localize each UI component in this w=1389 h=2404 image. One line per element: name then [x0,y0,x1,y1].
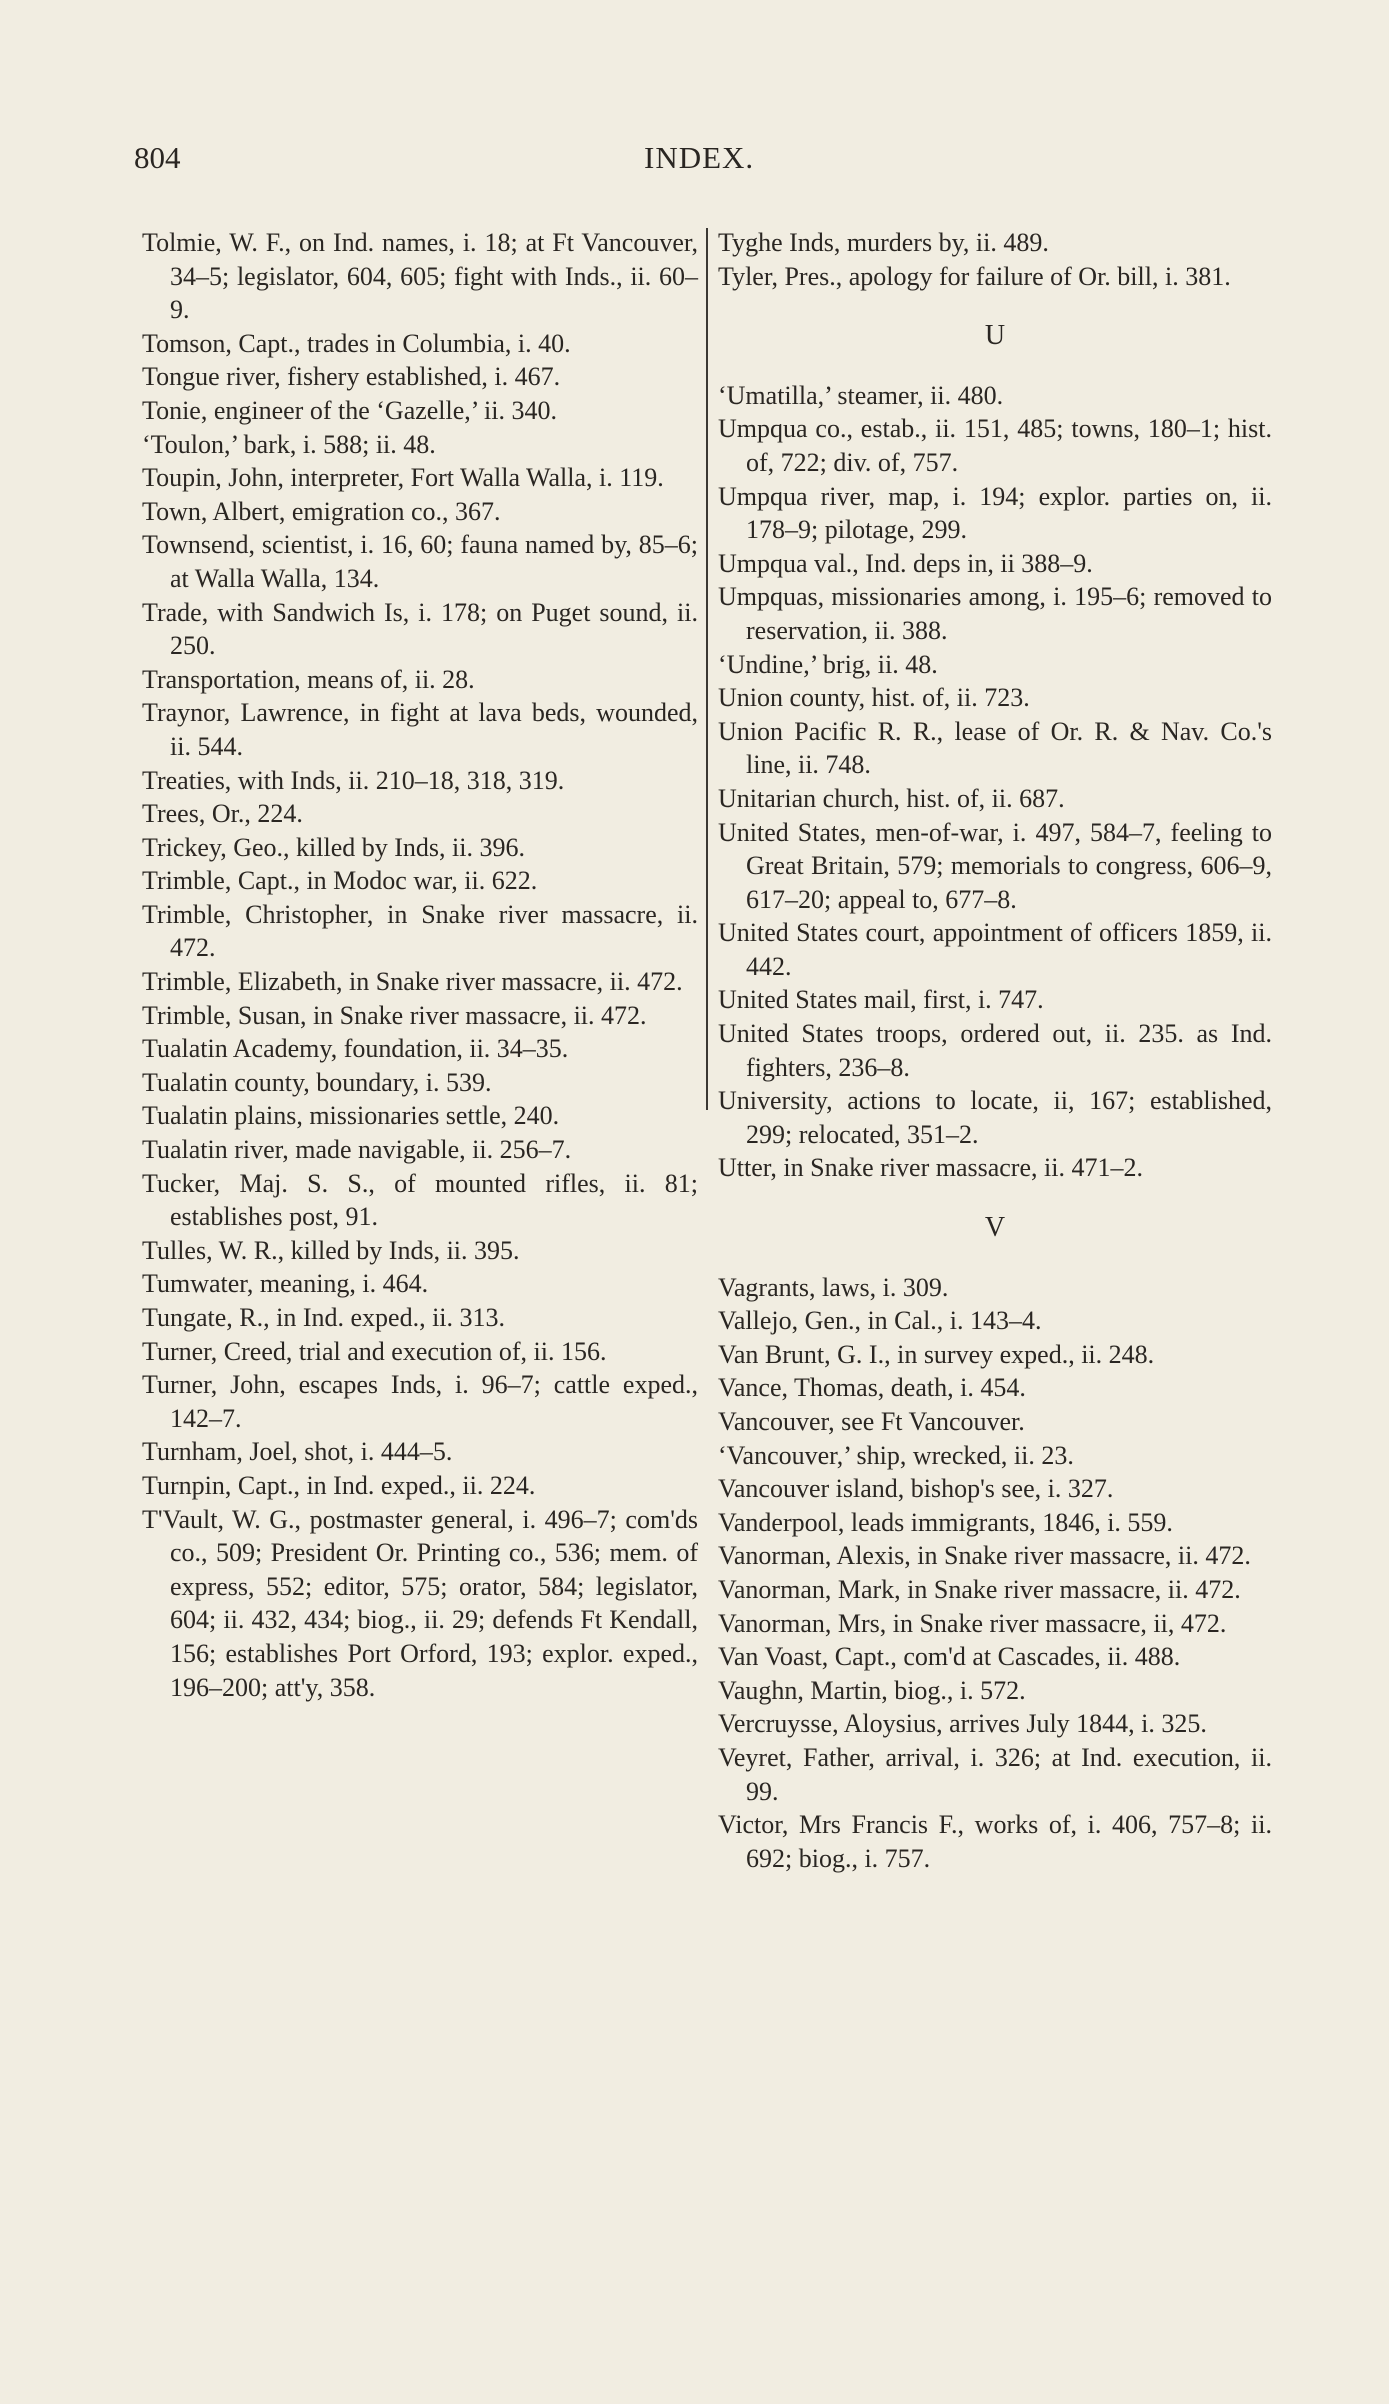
index-entry: Umpqua val., Ind. deps in, ii 388–9. [718,548,1093,578]
index-entry: University, actions to locate, ii, 167; established, 299; relocated, 351–2. [718,1086,1272,1149]
index-entry: Tualatin river, made navigable, ii. 256–7. [142,1135,572,1165]
index-entry: United States mail, first, i. 747. [718,985,1044,1015]
index-entry: Tungate, R., in Ind. exped., ii. 313. [142,1303,506,1332]
index-entry: Turner, Creed, trial and execution of, ii. 156. [142,1336,607,1366]
index-entry: ‘Umatilla,’ steamer, ii. 480. [718,380,1004,410]
index-entry: ‘Vancouver,’ ship, wrecked, ii. 23. [718,1440,1074,1470]
index-entry: Trickey, Geo., killed by Inds, ii. 396. [142,832,525,862]
index-entry: Utter, in Snake river massacre, ii. 471–2. [718,1153,1143,1183]
index-entry: Treaties, with Inds, ii. 210–18, 318, 319. [142,765,565,795]
index-entry: Tualatin county, boundary, i. 539. [142,1067,492,1097]
index-entry: ‘Undine,’ brig, ii. 48. [718,649,938,679]
index-entry: Vancouver island, bishop's see, i. 327. [718,1474,1114,1504]
index-entry: Victor, Mrs Francis F., works of, i. 406, 757–8; ii. 692; biog., i. 757. [718,1810,1272,1873]
index-entry: Trade, with Sandwich Is, i. 178; on Puget sound, ii. 250. [142,597,698,661]
index-entry: Vercruysse, Aloysius, arrives July 1844, i. 325. [718,1709,1207,1739]
index-entry: Vanderpool, leads immigrants, 1846, i. 559. [718,1507,1173,1537]
index-entry: Trimble, Susan, in Snake river massacre, ii. 472. [142,1000,647,1030]
index-entry: Van Brunt, G. I., in survey exped., ii. 248. [718,1339,1155,1369]
index-entry: Tongue river, fishery established, i. 467. [142,362,561,392]
index-entry: Transportation, means of, ii. 28. [142,664,475,694]
index-entry: Tonie, engineer of the ‘Gazelle,’ ii. 340. [142,395,557,425]
index-entry: Toupin, John, interpreter, Fort Walla Walla, i. 119. [142,463,664,493]
index-entry: Tualatin Academy, foundation, ii. 34–35. [142,1034,569,1064]
index-entry: Trees, Or., 224. [142,799,303,829]
index-entry: Van Voast, Capt., com'd at Cascades, ii. 488. [718,1642,1181,1672]
index-entry: Tumwater, meaning, i. 464. [142,1269,429,1299]
index-entry: Tomson, Capt., trades in Columbia, i. 40. [142,328,571,358]
index-entry: Vallejo, Gen., in Cal., i. 143–4. [718,1306,1042,1336]
section-letter-u: U [984,320,1006,352]
index-entry: Town, Albert, emigration co., 367. [142,496,501,526]
index-entry: Vancouver, see Ft Vancouver. [718,1407,1025,1436]
index-entry: Vanorman, Mrs, in Snake river massacre, ii, 472. [718,1608,1227,1638]
index-entry: Townsend, scientist, i. 16, 60; fauna named by, 85–6; at Walla Walla, 134. [142,530,698,593]
index-entry: Tolmie, W. F., on Ind. names, i. 18; at Ft Vancouver, 34–5; legislator, 604, 605; fight with Inds., ii. 60–9. [142,228,698,325]
index-entry: Tulles, W. R., killed by Inds, ii. 395. [142,1235,520,1265]
index-left-column [142,226,698,1704]
column-rule [706,228,708,1110]
index-entry: Turnpin, Capt., in Ind. exped., ii. 224. [142,1470,536,1500]
index-entry: Tualatin plains, missionaries settle, 240. [142,1101,560,1131]
index-right-column [718,226,1272,1875]
index-entry: Umpqua river, map, i. 194; explor. parties on, ii. 178–9; pilotage, 299. [718,481,1272,545]
index-entry: Vanorman, Alexis, in Snake river massacre, ii. 472. [718,1541,1251,1571]
page-title: INDEX. [644,140,755,175]
index-entry: United States troops, ordered out, ii. 235. as Ind. fighters, 236–8. [718,1019,1272,1082]
index-entry: T'Vault, W. G., postmaster general, i. 496–7; com'ds co., 509; President Or. Printing co., 536; mem. of express, 552; editor, 575; orator, 584; legislator, 604; ii. 432, 434; biog., ii. 29; defends Ft Kendall, 156; establishes Port Orford, 193; explor. exped., 196–200; att'y, 358. [142,1504,698,1702]
index-entry: Traynor, Lawrence, in fight at lava beds, wounded, ii. 544. [142,698,698,761]
index-entry: Tucker, Maj. S. S., of mounted rifles, ii. 81; establishes post, 91. [142,1168,698,1232]
index-entry: Vagrants, laws, i. 309. [718,1272,949,1302]
index-entry: Vanorman, Mark, in Snake river massacre, ii. 472. [718,1574,1241,1604]
index-entry: Umpquas, missionaries among, i. 195–6; removed to reservation, ii. 388. [718,582,1272,645]
index-entry: Vaughn, Martin, biog., i. 572. [718,1675,1026,1705]
index-entry: United States court, appointment of officers 1859, ii. 442. [718,918,1272,981]
index-entry: Veyret, Father, arrival, i. 326; at Ind. execution, ii. 99. [718,1742,1272,1806]
index-entry: Trimble, Capt., in Modoc war, ii. 622. [142,866,538,896]
index-entry: Turnham, Joel, shot, i. 444–5. [142,1437,453,1467]
index-entry: Unitarian church, hist. of, ii. 687. [718,783,1065,813]
section-letter-v: V [984,1212,1006,1244]
page-number: 804 [134,140,181,175]
index-entry: Trimble, Christopher, in Snake river massacre, ii. 472. [142,899,698,963]
index-entry: United States, men-of-war, i. 497, 584–7, feeling to Great Britain, 579; memorials to congress, 606–9, 617–20; appeal to, 677–8. [718,817,1272,914]
index-entry: Trimble, Elizabeth, in Snake river massacre, ii. 472. [142,967,683,997]
index-entry: ‘Toulon,’ bark, i. 588; ii. 48. [142,429,436,459]
index-entry: Umpqua co., estab., ii. 151, 485; towns, 180–1; hist. of, 722; div. of, 757. [718,414,1272,477]
index-entry: Vance, Thomas, death, i. 454. [718,1373,1026,1403]
index-entry: Tyghe Inds, murders by, ii. 489. [718,228,1049,257]
index-entry: Union Pacific R. R., lease of Or. R. & Nav. Co.'s line, ii. 748. [718,716,1272,780]
index-entry: Turner, John, escapes Inds, i. 96–7; cattle exped., 142–7. [142,1370,698,1433]
index-entry: Union county, hist. of, ii. 723. [718,683,1030,713]
index-entry: Tyler, Pres., apology for failure of Or. bill, i. 381. [718,261,1231,291]
